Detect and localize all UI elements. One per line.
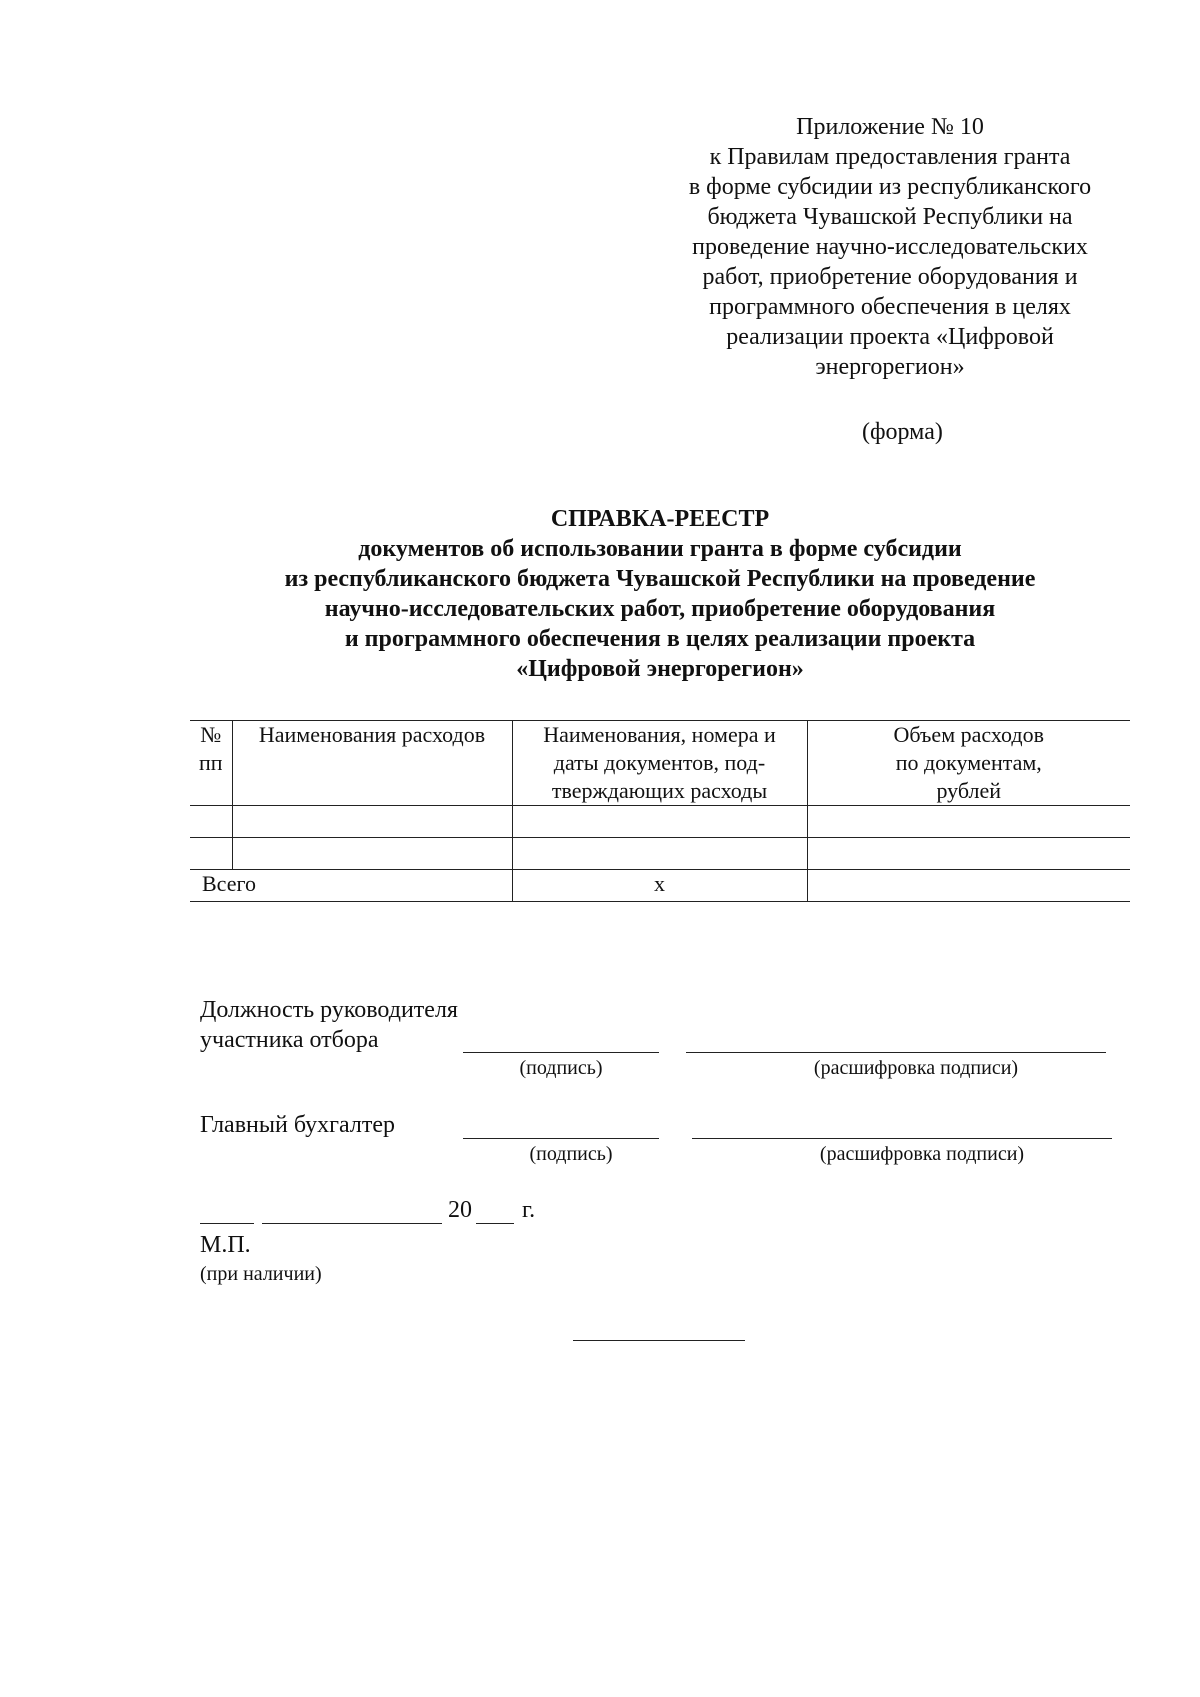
total-mark: х <box>512 870 807 902</box>
stamp-label: М.П. <box>200 1232 251 1258</box>
appendix-line: в форме субсидии из республиканского <box>688 174 1092 200</box>
table-cell[interactable] <box>232 806 512 838</box>
table-cell[interactable] <box>232 838 512 870</box>
header-text: по документам, <box>895 750 1042 775</box>
date-year-prefix: 20 <box>448 1197 472 1223</box>
total-value[interactable] <box>807 870 1130 902</box>
accountant-decoding-caption: (расшифровка подписи) <box>819 1143 1025 1165</box>
date-month-line[interactable] <box>262 1223 442 1224</box>
table-cell[interactable] <box>807 806 1130 838</box>
header-text: тверждающих расходы <box>551 778 768 803</box>
form-label: (форма) <box>862 419 943 445</box>
table-total-row <box>190 870 1130 902</box>
header-number <box>190 721 232 806</box>
head-position-label-2: участника отбора <box>200 1027 379 1053</box>
table-cell[interactable] <box>807 838 1130 870</box>
table-cell[interactable] <box>512 806 807 838</box>
registry-table <box>190 720 1130 902</box>
title-line: и программного обеспечения в целях реализации проекта <box>344 626 976 652</box>
stamp-note: (при наличии) <box>200 1263 322 1285</box>
appendix-line: реализации проекта «Цифровой <box>726 324 1054 350</box>
accountant-signature-line[interactable] <box>463 1138 659 1139</box>
appendix-line: к Правилам предоставления гранта <box>709 144 1071 170</box>
header-text: пп <box>198 750 223 775</box>
closing-divider <box>573 1340 745 1341</box>
date-year-suffix: г. <box>522 1197 536 1223</box>
appendix-header <box>660 112 1120 382</box>
header-text: Наименования, номера и <box>543 722 776 747</box>
head-signature-caption: (подпись) <box>519 1057 603 1079</box>
date-year-line[interactable] <box>476 1223 514 1224</box>
title-heading: СПРАВКА-РЕЕСТР <box>550 506 770 532</box>
header-documents <box>512 721 807 806</box>
header-text: даты документов, под- <box>553 750 766 775</box>
head-decoding-caption: (расшифровка подписи) <box>813 1057 1019 1079</box>
header-text: рублей <box>936 778 1002 803</box>
head-signature-line[interactable] <box>463 1052 659 1053</box>
appendix-line: бюджета Чувашской Республики на <box>707 204 1073 230</box>
header-text: Объем расходов <box>893 722 1044 747</box>
table-row <box>190 806 1130 838</box>
title-line: из республиканского бюджета Чувашской Республики на проведение <box>284 566 1036 592</box>
title-line: научно-исследовательских работ, приобретение оборудования <box>324 596 996 622</box>
document-title <box>190 504 1130 684</box>
header-expense-name <box>232 721 512 806</box>
head-decoding-line[interactable] <box>686 1052 1106 1053</box>
date-day-line[interactable] <box>200 1223 254 1224</box>
total-label: Всего <box>190 870 512 902</box>
table-cell[interactable] <box>190 838 232 870</box>
table-cell[interactable] <box>512 838 807 870</box>
appendix-line: Приложение № 10 <box>796 114 984 140</box>
chief-accountant-label: Главный бухгалтер <box>200 1112 395 1138</box>
accountant-signature-caption: (подпись) <box>529 1143 613 1165</box>
table-row <box>190 838 1130 870</box>
header-text: Наименования расходов <box>258 722 486 747</box>
title-line: «Цифровой энергорегион» <box>516 656 804 682</box>
appendix-line: энергорегион» <box>815 354 965 380</box>
header-amount <box>807 721 1130 806</box>
appendix-line: работ, приобретение оборудования и <box>702 264 1078 290</box>
title-line: документов об использовании гранта в форме субсидии <box>358 536 962 562</box>
table-cell[interactable] <box>190 806 232 838</box>
appendix-line: программного обеспечения в целях <box>709 294 1071 320</box>
table-header-row <box>190 721 1130 806</box>
header-text: № <box>200 722 222 747</box>
appendix-line: проведение научно-исследовательских <box>692 234 1088 260</box>
accountant-decoding-line[interactable] <box>692 1138 1112 1139</box>
head-position-label: Должность руководителя <box>200 997 458 1023</box>
